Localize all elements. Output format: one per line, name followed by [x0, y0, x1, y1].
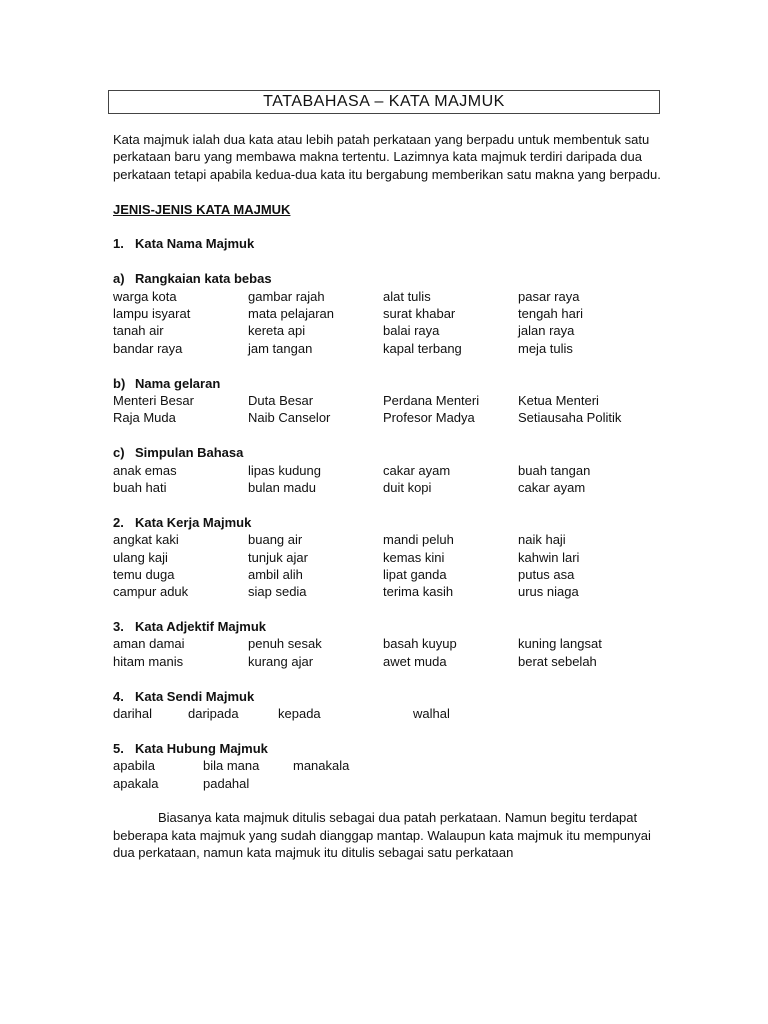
- word-row: [113, 635, 673, 652]
- word-cell: terima kasih: [383, 584, 454, 600]
- word-cell: Profesor Madya: [383, 410, 475, 426]
- section-number: 3.: [113, 619, 124, 635]
- word-cell: meja tulis: [518, 340, 573, 356]
- word-cell: hitam manis: [113, 653, 184, 669]
- word-cell: cakar ayam: [518, 479, 586, 495]
- word-cell: Naib Canselor: [248, 410, 331, 426]
- word-row: [113, 305, 673, 322]
- word-cell: bandar raya: [113, 340, 183, 356]
- word-cell: alat tulis: [383, 288, 431, 304]
- section-number: 4.: [113, 688, 124, 704]
- word-cell: jalan raya: [518, 323, 575, 339]
- word-cell: surat khabar: [383, 306, 456, 321]
- main-heading: JENIS-JENIS KATA MAJMUK: [113, 201, 291, 217]
- section-label: Kata Nama Majmuk: [135, 236, 255, 252]
- subsection-label: Simpulan Bahasa: [135, 445, 244, 461]
- word-row: [113, 462, 673, 479]
- word-cell: balai raya: [383, 323, 440, 339]
- word-cell: berat sebelah: [518, 653, 597, 669]
- word-cell: putus asa: [518, 566, 575, 582]
- section-label: Kata Hubung Majmuk: [135, 740, 268, 756]
- page-title: TATABAHASA – KATA MAJMUK: [108, 90, 660, 114]
- word-cell: naik haji: [518, 532, 566, 548]
- word-cell: cakar ayam: [383, 462, 451, 478]
- word-cell: urus niaga: [518, 584, 579, 600]
- word-cell: siap sedia: [248, 584, 307, 600]
- word-row: [113, 757, 673, 774]
- word-cell: aman damai: [113, 636, 185, 652]
- word-cell: padahal: [203, 775, 250, 791]
- word-row: [113, 322, 673, 339]
- word-cell: duit kopi: [383, 479, 432, 495]
- word-row: [113, 583, 673, 600]
- word-cell: buah tangan: [518, 462, 591, 478]
- word-cell: bulan madu: [248, 479, 316, 495]
- word-row: [113, 531, 673, 548]
- word-cell: Duta Besar: [248, 392, 314, 408]
- word-cell: gambar rajah: [248, 288, 325, 304]
- section-label: Kata Adjektif Majmuk: [135, 619, 266, 635]
- word-cell: kereta api: [248, 323, 306, 339]
- word-cell: penuh sesak: [248, 636, 322, 652]
- word-cell: warga kota: [113, 288, 177, 304]
- word-cell: lipat ganda: [383, 566, 447, 582]
- section-number: 1.: [113, 236, 124, 252]
- word-cell: angkat kaki: [113, 532, 179, 548]
- subsection-label: Nama gelaran: [135, 375, 221, 391]
- word-row: [113, 479, 673, 496]
- word-cell: kemas kini: [383, 549, 445, 565]
- word-cell: daripada: [188, 706, 239, 722]
- word-row: [113, 566, 673, 583]
- word-cell: tengah hari: [518, 306, 584, 321]
- word-cell: ulang kaji: [113, 549, 168, 565]
- section-heading-4: [113, 688, 673, 705]
- word-cell: lampu isyarat: [113, 306, 191, 321]
- word-row: [113, 288, 673, 305]
- word-cell: awet muda: [383, 653, 447, 669]
- word-cell: tunjuk ajar: [248, 549, 308, 565]
- word-cell: jam tangan: [248, 340, 313, 356]
- subsection-number: b): [113, 375, 126, 391]
- word-cell: basah kuyup: [383, 636, 457, 652]
- word-cell: temu duga: [113, 566, 175, 582]
- word-cell: kahwin lari: [518, 549, 580, 565]
- word-row: [113, 653, 673, 670]
- section-number: 5.: [113, 740, 124, 756]
- word-row: [113, 340, 673, 357]
- word-cell: manakala: [293, 758, 350, 774]
- word-cell: anak emas: [113, 462, 177, 478]
- word-cell: ambil alih: [248, 566, 303, 582]
- subsection-number: a): [113, 271, 125, 287]
- subsection-heading-c: [113, 444, 673, 461]
- word-cell: Menteri Besar: [113, 392, 194, 408]
- section-heading-1: [113, 235, 673, 252]
- word-cell: kurang ajar: [248, 653, 314, 669]
- word-row: [113, 549, 673, 566]
- word-cell: mandi peluh: [383, 532, 454, 548]
- word-cell: walhal: [413, 706, 450, 722]
- section-label: Kata Sendi Majmuk: [135, 688, 255, 704]
- section-heading-3: [113, 618, 673, 635]
- word-cell: buang air: [248, 532, 303, 548]
- subsection-number: c): [113, 445, 125, 461]
- section-heading-2: [113, 514, 673, 531]
- intro-paragraph: Kata majmuk ialah dua kata atau lebih patah perkataan yang berpadu untuk membentuk satu perkataan baru yang membawa makna tertentu. Lazimnya kata majmuk terdiri daripada dua perkataan tetapi apabila kedua-dua kata itu bergabung memberikan satu makna yang berpadu.: [113, 132, 661, 182]
- subsection-heading-b: [113, 375, 673, 392]
- section-label: Kata Kerja Majmuk: [135, 514, 252, 530]
- section-heading-5: [113, 740, 673, 757]
- word-cell: Ketua Menteri: [518, 392, 599, 408]
- word-cell: pasar raya: [518, 288, 580, 304]
- word-cell: kuning langsat: [518, 636, 602, 652]
- word-cell: buah hati: [113, 479, 167, 495]
- word-cell: Perdana Menteri: [383, 392, 480, 408]
- word-cell: darihal: [113, 706, 153, 722]
- word-cell: campur aduk: [113, 584, 189, 600]
- word-row: [113, 705, 673, 722]
- word-row: [113, 775, 673, 792]
- word-row: [113, 392, 673, 409]
- word-cell: kapal terbang: [383, 340, 462, 356]
- word-cell: lipas kudung: [248, 462, 321, 478]
- word-cell: mata pelajaran: [248, 306, 334, 321]
- word-cell: apakala: [113, 775, 159, 791]
- word-cell: Raja Muda: [113, 410, 176, 426]
- document-body: [113, 131, 673, 862]
- closing-paragraph: Biasanya kata majmuk ditulis sebagai dua patah perkataan. Namun begitu terdapat beberapa kata majmuk yang sudah dianggap mantap. Walaupun kata majmuk itu mempunyai dua perkataan, namun kata majmuk itu ditulis sebagai satu perkataan: [113, 810, 651, 861]
- word-cell: apabila: [113, 758, 155, 774]
- word-cell: bila mana: [203, 758, 260, 774]
- word-cell: tanah air: [113, 323, 164, 339]
- word-cell: Setiausaha Politik: [518, 410, 622, 426]
- section-number: 2.: [113, 514, 124, 530]
- word-cell: [293, 775, 428, 792]
- word-row: [113, 409, 673, 426]
- word-cell: kepada: [278, 706, 321, 722]
- subsection-label: Rangkaian kata bebas: [135, 271, 272, 287]
- subsection-heading-a: [113, 270, 673, 287]
